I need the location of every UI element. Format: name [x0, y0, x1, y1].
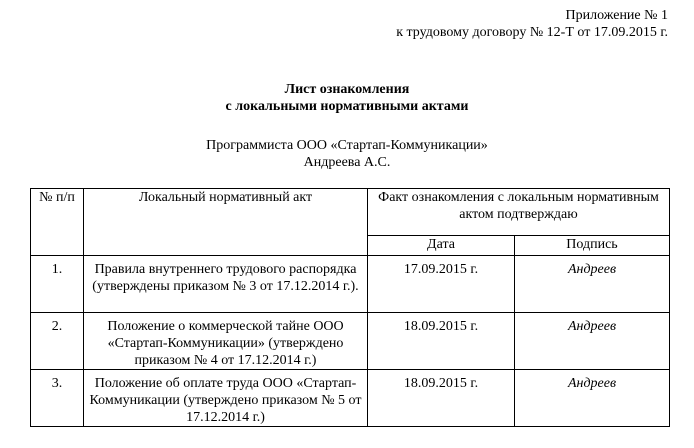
table-row: [31, 370, 670, 427]
row-signature: Андреев: [515, 256, 670, 313]
title-line-1: Лист ознакомления: [284, 82, 410, 97]
document-title: [0, 81, 694, 115]
row-date: 17.09.2015 г.: [368, 256, 515, 313]
row-act: Положение о коммерческой тайне ООО «Стартап-Коммуникации» (утверждено приказом № 4 от 17.12.2014 г.): [84, 313, 368, 370]
acknowledgment-table: [30, 188, 670, 427]
header-signature: Подпись: [515, 236, 670, 256]
row-num: 2.: [31, 313, 84, 370]
header-date: Дата: [368, 236, 515, 256]
employee-position: Программиста ООО «Стартап-Коммуникации»: [206, 138, 488, 153]
employee-name: Андреева А.С.: [303, 155, 391, 170]
row-date: 18.09.2015 г.: [368, 370, 515, 427]
title-line-2: с локальными нормативными актами: [225, 99, 469, 114]
row-num: 3.: [31, 370, 84, 427]
table-row: [31, 313, 670, 370]
row-signature: Андреев: [515, 370, 670, 427]
table-row: [31, 256, 670, 313]
table-header-row: [31, 189, 670, 236]
appendix-reference: [396, 7, 668, 41]
header-fact: Факт ознакомления с локальным нормативным актом подтверждаю: [368, 189, 670, 236]
employee-info: [0, 137, 694, 171]
row-num: 1.: [31, 256, 84, 313]
row-act: Правила внутреннего трудового распорядка (утверждены приказом № 3 от 17.12.2014 г.).: [84, 256, 368, 313]
row-date: 18.09.2015 г.: [368, 313, 515, 370]
row-act: Положение об оплате труда ООО «Стартап-Коммуникации (утверждено приказом № 5 от 17.12.2014 г.): [84, 370, 368, 427]
appendix-line-2: к трудовому договору № 12-Т от 17.09.2015 г.: [396, 25, 668, 40]
header-num: № п/п: [31, 189, 84, 256]
row-signature: Андреев: [515, 313, 670, 370]
header-act: Локальный нормативный акт: [84, 189, 368, 256]
appendix-line-1: Приложение № 1: [565, 8, 668, 23]
